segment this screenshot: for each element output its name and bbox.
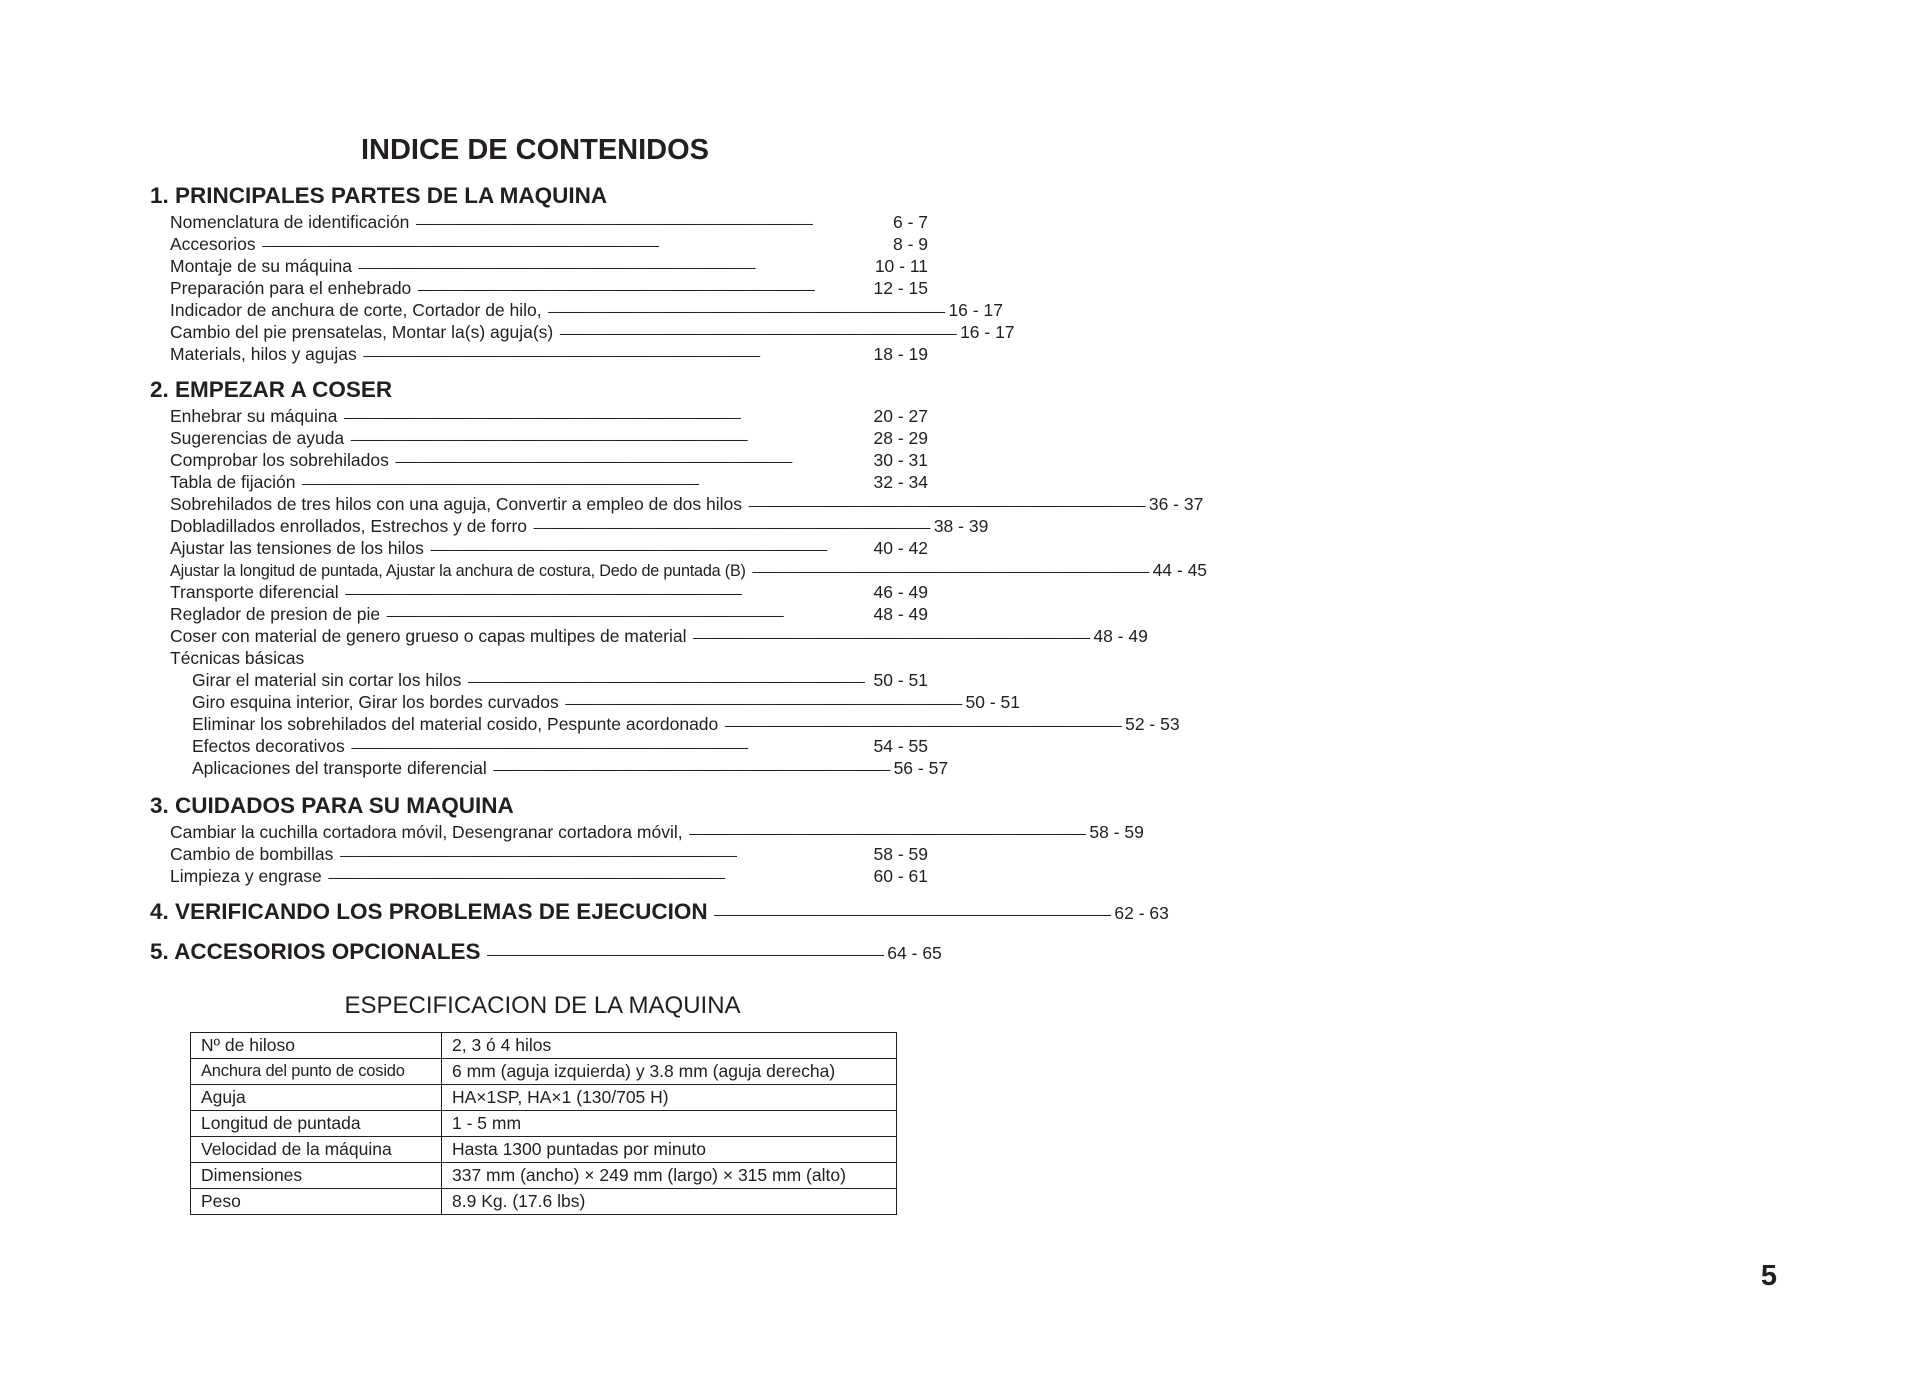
toc-entry-pages: 48 - 49 <box>873 604 928 624</box>
table-row <box>191 1085 897 1111</box>
toc-entry-pages: 38 - 39 <box>933 516 989 536</box>
dot-leader: ----------------------------------------------------------------------------------------------------------------------------------- <box>386 608 783 623</box>
toc-entry-label: Montaje de su máquina <box>170 256 352 276</box>
toc-entry[interactable] <box>150 537 928 559</box>
section-5-heading[interactable] <box>150 938 942 969</box>
toc-entry-label: Coser con material de genero grueso o capas multipes de material <box>170 626 687 646</box>
toc-entry-pages: 10 - 11 <box>874 256 928 276</box>
toc-entry-label: Aplicaciones del transporte diferencial <box>192 758 487 778</box>
toc-entry[interactable] <box>150 449 928 471</box>
toc-entry-pages: 28 - 29 <box>873 428 928 448</box>
spec-label: Dimensiones <box>191 1163 442 1189</box>
toc-entry-label: Transporte diferencial <box>170 582 339 602</box>
toc-entry-pages: 46 - 49 <box>873 582 928 602</box>
toc-entry-pages: 58 - 59 <box>873 844 928 864</box>
dot-leader: ----------------------------------------------------------------------------------------------------------------------------------- <box>417 282 815 297</box>
spec-label: Peso <box>191 1189 442 1215</box>
section-4-pages: 62 - 63 <box>1114 903 1169 923</box>
toc-entry-label: Cambiar la cuchilla cortadora móvil, Desengranar cortadora móvil, <box>170 822 683 842</box>
section-3-items <box>150 821 1144 887</box>
toc-entry-label: Dobladillados enrollados, Estrechos y de forro <box>170 516 527 536</box>
toc-entry[interactable] <box>150 757 949 779</box>
toc-entry[interactable] <box>150 713 1180 735</box>
dot-leader: ----------------------------------------------------------------------------------------------------------------------------------- <box>547 304 945 319</box>
toc-entry-label: Limpieza y engrase <box>170 866 322 886</box>
dot-leader: ----------------------------------------------------------------------------------------------------------------------------------- <box>692 630 1090 645</box>
toc-entry-pages: 12 - 15 <box>873 278 928 298</box>
toc-entry-pages: 36 - 37 <box>1148 494 1204 514</box>
section-4-label: 4. VERIFICANDO LOS PROBLEMAS DE EJECUCION <box>150 899 708 924</box>
section-1-heading: 1. PRINCIPALES PARTES DE LA MAQUINA <box>150 183 608 208</box>
section-4-heading[interactable] <box>150 898 1169 929</box>
toc-entry-pages: 18 - 19 <box>873 344 928 364</box>
toc-entry-label: Nomenclatura de identificación <box>170 212 410 232</box>
spec-value: Hasta 1300 puntadas por minuto <box>442 1137 897 1163</box>
spec-table <box>190 1032 897 1215</box>
toc-entry-pages: 8 - 9 <box>892 234 928 254</box>
toc-entry-pages: 16 - 17 <box>948 300 1003 320</box>
toc-entry-label: Comprobar los sobrehilados <box>170 450 389 470</box>
toc-entry-pages: 32 - 34 <box>873 472 928 492</box>
toc-entry[interactable] <box>150 299 1003 321</box>
toc-subheading <box>150 647 928 669</box>
spec-value: 2, 3 ó 4 hilos <box>442 1033 897 1059</box>
toc-entry-pages: 50 - 51 <box>873 670 928 690</box>
section-3-heading: 3. CUIDADOS PARA SU MAQUINA <box>150 793 514 818</box>
toc-entry[interactable] <box>150 321 1015 343</box>
dot-leader: ----------------------------------------------------------------------------------------------------------------------------------- <box>362 348 760 363</box>
toc-entry[interactable] <box>150 427 928 449</box>
spec-value: 8.9 Kg. (17.6 lbs) <box>442 1189 897 1215</box>
dot-leader: ----------------------------------------------------------------------------------------------------------------------------------- <box>533 520 930 535</box>
toc-entry-label: Ajustar la longitud de puntada, Ajustar la anchura de costura, Dedo de puntada (B) <box>170 562 746 580</box>
dot-leader: ----------------------------------------------------------------------------------------------------------------------------------- <box>751 564 1149 579</box>
spec-value: HA×1SP, HA×1 (130/705 H) <box>442 1085 897 1111</box>
toc-entry-pages: 30 - 31 <box>873 450 928 470</box>
dot-leader: ----------------------------------------------------------------------------------------------------------------------------------- <box>748 498 1145 513</box>
toc-entry-pages: 52 - 53 <box>1125 714 1180 734</box>
spec-label: Nº de hiloso <box>191 1033 442 1059</box>
spec-label: Longitud de puntada <box>191 1111 442 1137</box>
toc-entry-label: Ajustar las tensiones de los hilos <box>170 538 424 558</box>
toc-entry-label: Sugerencias de ayuda <box>170 428 345 448</box>
dot-leader: ----------------------------------------------------------------------------------------------------------------------------------- <box>429 542 827 557</box>
toc-entry-pages: 44 - 45 <box>1152 560 1208 580</box>
table-row <box>191 1163 897 1189</box>
toc-entry[interactable] <box>150 493 1204 515</box>
toc-entry[interactable] <box>150 735 928 757</box>
table-row <box>191 1111 897 1137</box>
section-2-heading: 2. EMPEZAR A COSER <box>150 377 393 402</box>
table-row <box>191 1137 897 1163</box>
dot-leader: ----------------------------------------------------------------------------------------------------------------------------------- <box>301 476 699 491</box>
spec-value: 6 mm (aguja izquierda) y 3.8 mm (aguja derecha) <box>442 1059 897 1085</box>
toc-subheading-label: Técnicas básicas <box>170 648 305 668</box>
section-1-items <box>150 211 1015 365</box>
toc-entry-pages: 50 - 51 <box>965 692 1021 712</box>
dot-leader: ----------------------------------------------------------------------------------------------------------------------------------- <box>724 718 1122 733</box>
toc-entry[interactable] <box>150 581 928 603</box>
dot-leader: ----------------------------------------------------------------------------------------------------------------------------------- <box>713 907 1111 922</box>
toc-entry-label: Tabla de fijación <box>170 472 296 492</box>
table-row <box>191 1033 897 1059</box>
dot-leader: ----------------------------------------------------------------------------------------------------------------------------------- <box>492 762 890 777</box>
section-2-items <box>150 405 1208 779</box>
toc-entry[interactable] <box>150 669 928 691</box>
toc-entry-label: Eliminar los sobrehilados del material cosido, Pespunte acordonado <box>192 714 719 734</box>
toc-entry-label: Indicador de anchura de corte, Cortador de hilo, <box>170 300 542 320</box>
toc-entry[interactable] <box>150 691 1021 713</box>
dot-leader: ----------------------------------------------------------------------------------------------------------------------------------- <box>357 260 755 275</box>
page-number: 5 <box>1760 1260 1777 1292</box>
toc-entry[interactable] <box>150 603 928 625</box>
toc-entry[interactable] <box>150 865 928 887</box>
spec-label: Aguja <box>191 1085 442 1111</box>
toc-entry[interactable] <box>150 471 928 493</box>
toc-entry-label: Preparación para el enhebrado <box>170 278 412 298</box>
dot-leader: ----------------------------------------------------------------------------------------------------------------------------------- <box>486 947 884 962</box>
toc-entry-label: Enhebrar su máquina <box>170 406 338 426</box>
spec-value: 337 mm (ancho) × 249 mm (largo) × 315 mm (alto) <box>442 1163 897 1189</box>
toc-entry-label: Giro esquina interior, Girar los bordes curvados <box>192 692 559 712</box>
toc-entry[interactable] <box>150 343 928 365</box>
dot-leader: ----------------------------------------------------------------------------------------------------------------------------------- <box>467 674 865 689</box>
spec-label: Anchura del punto de cosido <box>191 1059 442 1085</box>
spec-title: ESPECIFICACION DE LA MAQUINA <box>344 992 741 1019</box>
toc-entry-label: Materials, hilos y agujas <box>170 344 357 364</box>
dot-leader: ----------------------------------------------------------------------------------------------------------------------------------- <box>688 826 1086 841</box>
dot-leader: ----------------------------------------------------------------------------------------------------------------------------------- <box>350 740 748 755</box>
toc-entry-label: Reglador de presion de pie <box>170 604 381 624</box>
toc-entry-label: Accesorios <box>170 234 256 254</box>
dot-leader: ----------------------------------------------------------------------------------------------------------------------------------- <box>327 870 725 885</box>
toc-entry-pages: 60 - 61 <box>873 866 928 886</box>
dot-leader: ----------------------------------------------------------------------------------------------------------------------------------- <box>564 696 962 711</box>
toc-entry-pages: 48 - 49 <box>1093 626 1148 646</box>
toc-entry[interactable] <box>150 277 928 299</box>
toc-entry[interactable] <box>150 821 1144 843</box>
toc-entry[interactable] <box>150 625 1148 647</box>
toc-entry[interactable] <box>150 515 989 537</box>
dot-leader: ----------------------------------------------------------------------------------------------------------------------------------- <box>339 848 737 863</box>
dot-leader: ----------------------------------------------------------------------------------------------------------------------------------- <box>415 216 813 231</box>
dot-leader: ----------------------------------------------------------------------------------------------------------------------------------- <box>261 238 659 253</box>
toc-entry-label: Efectos decorativos <box>192 736 345 756</box>
toc-entry-label: Sobrehilados de tres hilos con una aguja, Convertir a empleo de dos hilos <box>170 494 743 514</box>
toc-entry[interactable] <box>150 843 928 865</box>
toc-entry[interactable] <box>150 255 928 277</box>
table-row <box>191 1059 897 1085</box>
page-title: INDICE DE CONTENIDOS <box>360 134 710 166</box>
toc-entry-label: Cambio de bombillas <box>170 844 334 864</box>
spec-label: Velocidad de la máquina <box>191 1137 442 1163</box>
toc-entry-pages: 56 - 57 <box>893 758 949 778</box>
dot-leader: ----------------------------------------------------------------------------------------------------------------------------------- <box>350 432 747 447</box>
toc-entry-pages: 40 - 42 <box>873 538 928 558</box>
table-row <box>191 1189 897 1215</box>
toc-entry-pages: 20 - 27 <box>873 406 928 426</box>
section-5-pages: 64 - 65 <box>887 943 942 963</box>
toc-entry[interactable] <box>150 233 928 255</box>
toc-entry-pages: 54 - 55 <box>873 736 928 756</box>
dot-leader: ----------------------------------------------------------------------------------------------------------------------------------- <box>559 326 957 341</box>
dot-leader: ----------------------------------------------------------------------------------------------------------------------------------- <box>343 410 741 425</box>
toc-entry[interactable] <box>150 211 928 233</box>
toc-entry-pages: 16 - 17 <box>960 322 1015 342</box>
spec-value: 1 - 5 mm <box>442 1111 897 1137</box>
toc-entry-label: Girar el material sin cortar los hilos <box>192 670 462 690</box>
dot-leader: ----------------------------------------------------------------------------------------------------------------------------------- <box>344 586 742 601</box>
toc-entry[interactable] <box>150 405 928 427</box>
toc-entry-pages: 6 - 7 <box>892 212 928 232</box>
toc-entry-label: Cambio del pie prensatelas, Montar la(s) aguja(s) <box>170 322 554 342</box>
dot-leader: ----------------------------------------------------------------------------------------------------------------------------------- <box>394 454 792 469</box>
toc-entry[interactable] <box>150 559 1208 581</box>
section-5-label: 5. ACCESORIOS OPCIONALES <box>150 939 481 964</box>
toc-entry-pages: 58 - 59 <box>1089 822 1144 842</box>
